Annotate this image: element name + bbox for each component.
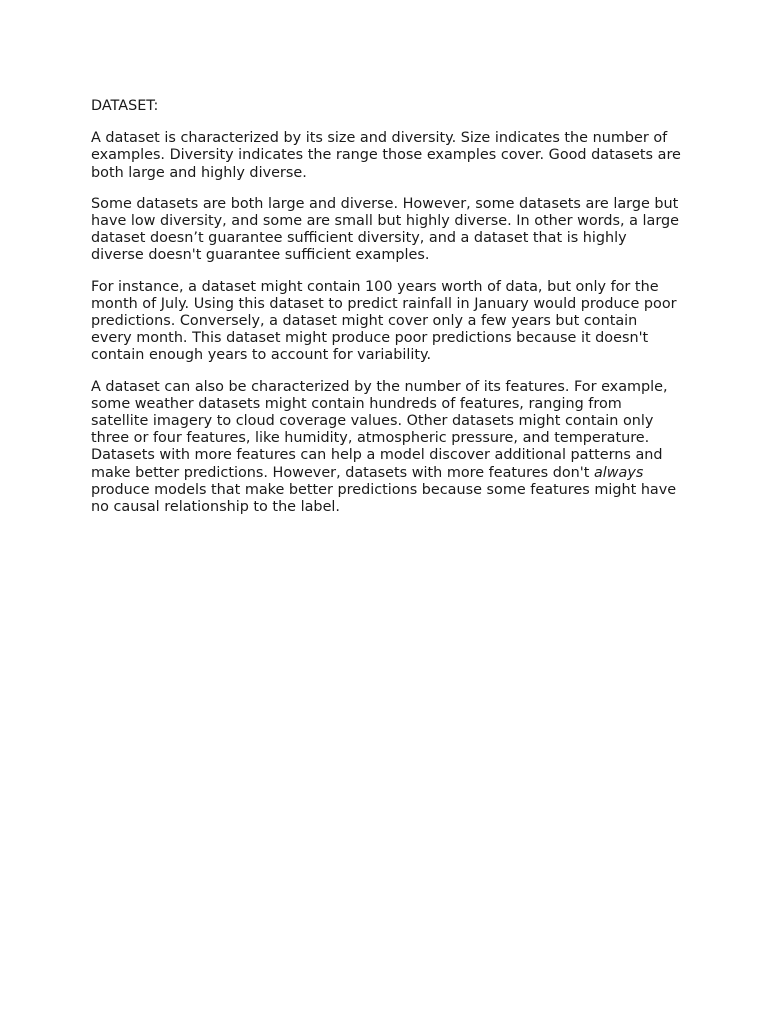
emphasis-always: always	[593, 464, 644, 481]
paragraph-features-text-start: A dataset can also be characterized by the number of its features. For example, some weather datasets might contain hundreds of features, ranging from satellite imagery to cloud coverage values. Other datasets might contain only three or four features, like humidity, atmospheric pressure, and temperature. Datasets with more features can help a model discover additional patterns and make better predictions. However, datasets with more features don't	[91, 378, 668, 481]
paragraph-large-diverse: Some datasets are both large and diverse. However, some datasets are large but have low diversity, and some are small but highly diverse. In other words, a large dataset doesn’t guarantee sufficient diversity, and a dataset that is highly diverse doesn't guarantee sufficient examples.	[91, 195, 679, 264]
document-heading: DATASET:	[91, 98, 159, 114]
paragraph-size-diversity: A dataset is characterized by its size and diversity. Size indicates the number of examples. Diversity indicates the range those examples cover. Good datasets are both large and highly diverse.	[91, 130, 681, 181]
paragraph-features	[91, 379, 681, 517]
paragraph-features-text-end: produce models that make better predictions because some features might have no causal relationship to the label.	[91, 481, 677, 516]
document-body	[91, 98, 681, 530]
paragraph-instance-example: For instance, a dataset might contain 100 years worth of data, but only for the month of July. Using this dataset to predict rainfall in January would produce poor predictions. Conversely, a dataset might cover only a few years but contain every month. This dataset might produce poor predictions because it doesn't contain enough years to account for variability.	[91, 278, 677, 364]
